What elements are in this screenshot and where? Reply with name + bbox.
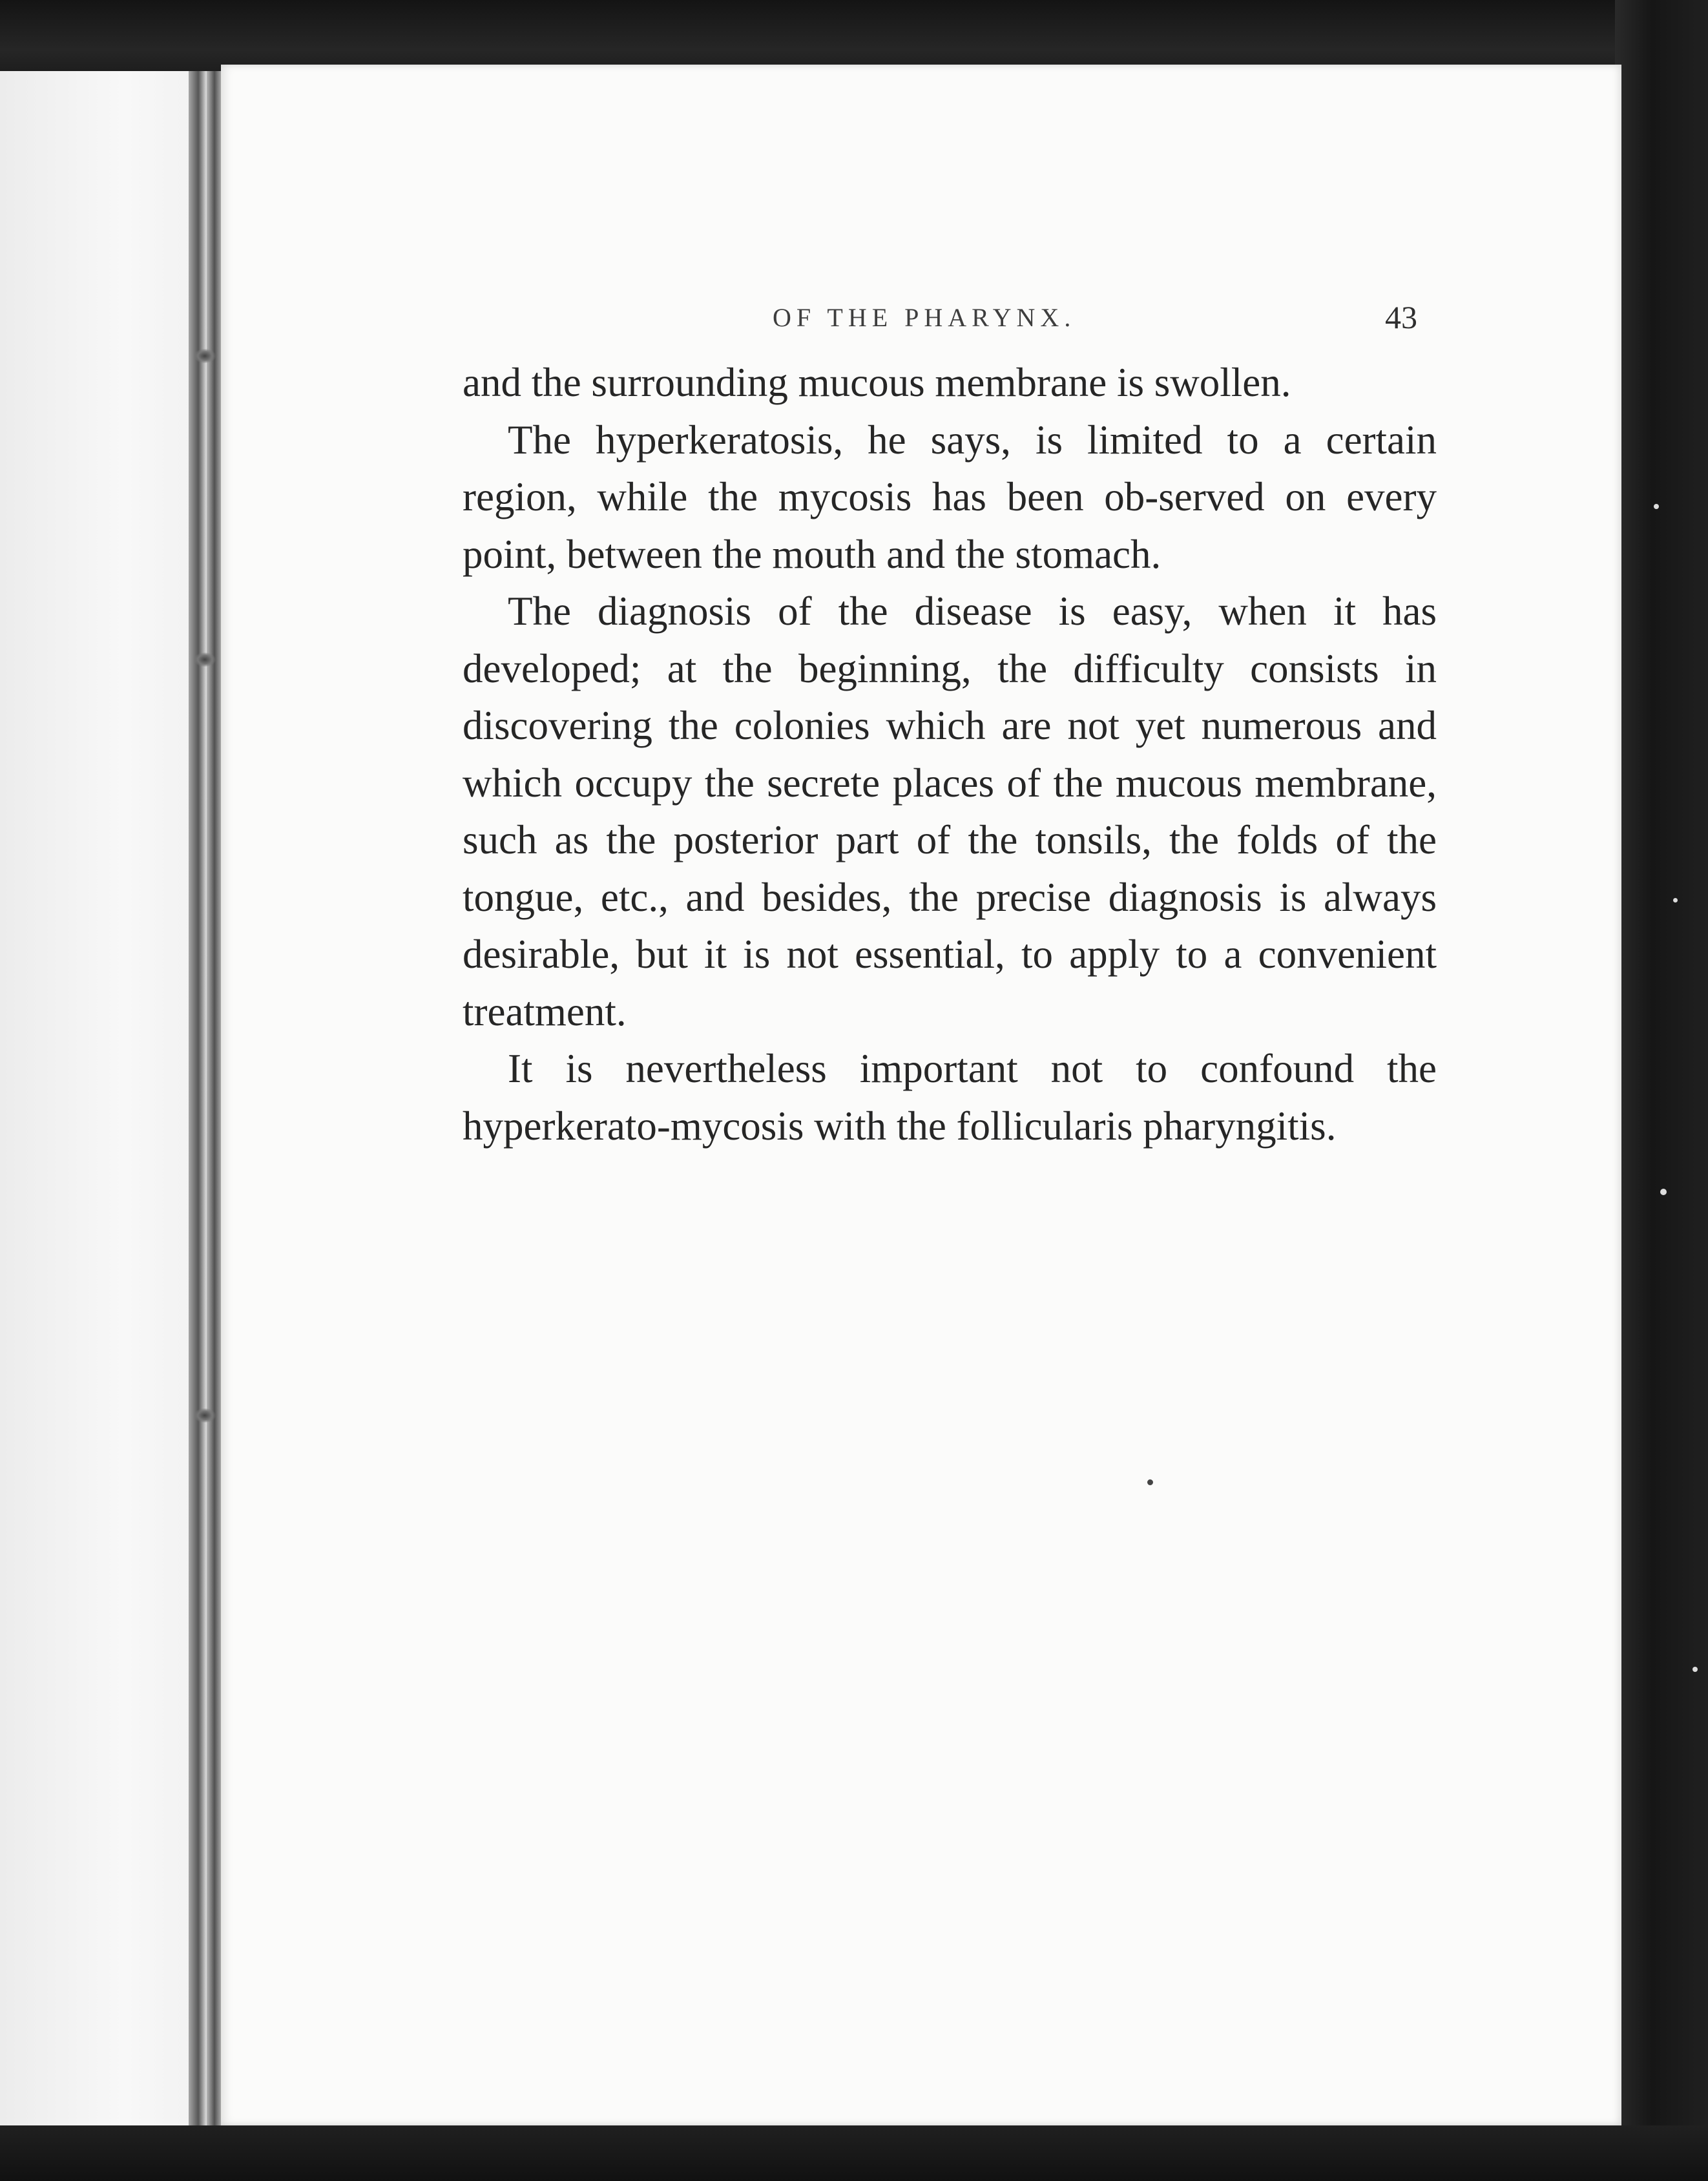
- scan-speck: [1673, 898, 1678, 903]
- body-text: [463, 354, 1437, 1154]
- paragraph: The diagnosis of the disease is easy, when it has developed; at the beginning, the difficulty consists in discovering the colonies which are not yet numerous and which occupy the secrete places of the mucous membrane, such as the posterior part of the tonsils, the folds of the tongue, etc., and besides, the precise diagnosis is always desirable, but it is not essential, to apply to a convenient treatment.: [463, 589, 1437, 1034]
- page-number: 43: [1385, 299, 1417, 335]
- running-head: OF THE PHARYNX.: [773, 303, 1076, 332]
- scan-background-bottom: [0, 2125, 1708, 2181]
- paragraph: It is nevertheless important not to confound the hyperkerato-mycosis with the follicularis pharyngitis.: [463, 1046, 1437, 1149]
- scan-speck: [1147, 1479, 1153, 1485]
- binding-stitch: [194, 1408, 216, 1423]
- scan-speck: [1660, 1189, 1667, 1195]
- book-gutter: [189, 71, 221, 2125]
- binding-stitch: [194, 349, 216, 363]
- paragraph: and the surrounding mucous membrane is swollen.: [463, 360, 1291, 405]
- scan-background-top: [0, 0, 1708, 71]
- facing-blank-leaf: [0, 71, 207, 2125]
- paragraph: The hyperkeratosis, he says, is limited to a certain region, while the mycosis has been ob-served on every point, between the mouth and the stomach.: [463, 417, 1437, 577]
- scan-speck: [1692, 1667, 1698, 1672]
- scan-background-right: [1615, 0, 1708, 2181]
- scan-speck: [1654, 504, 1659, 509]
- binding-stitch: [194, 652, 216, 667]
